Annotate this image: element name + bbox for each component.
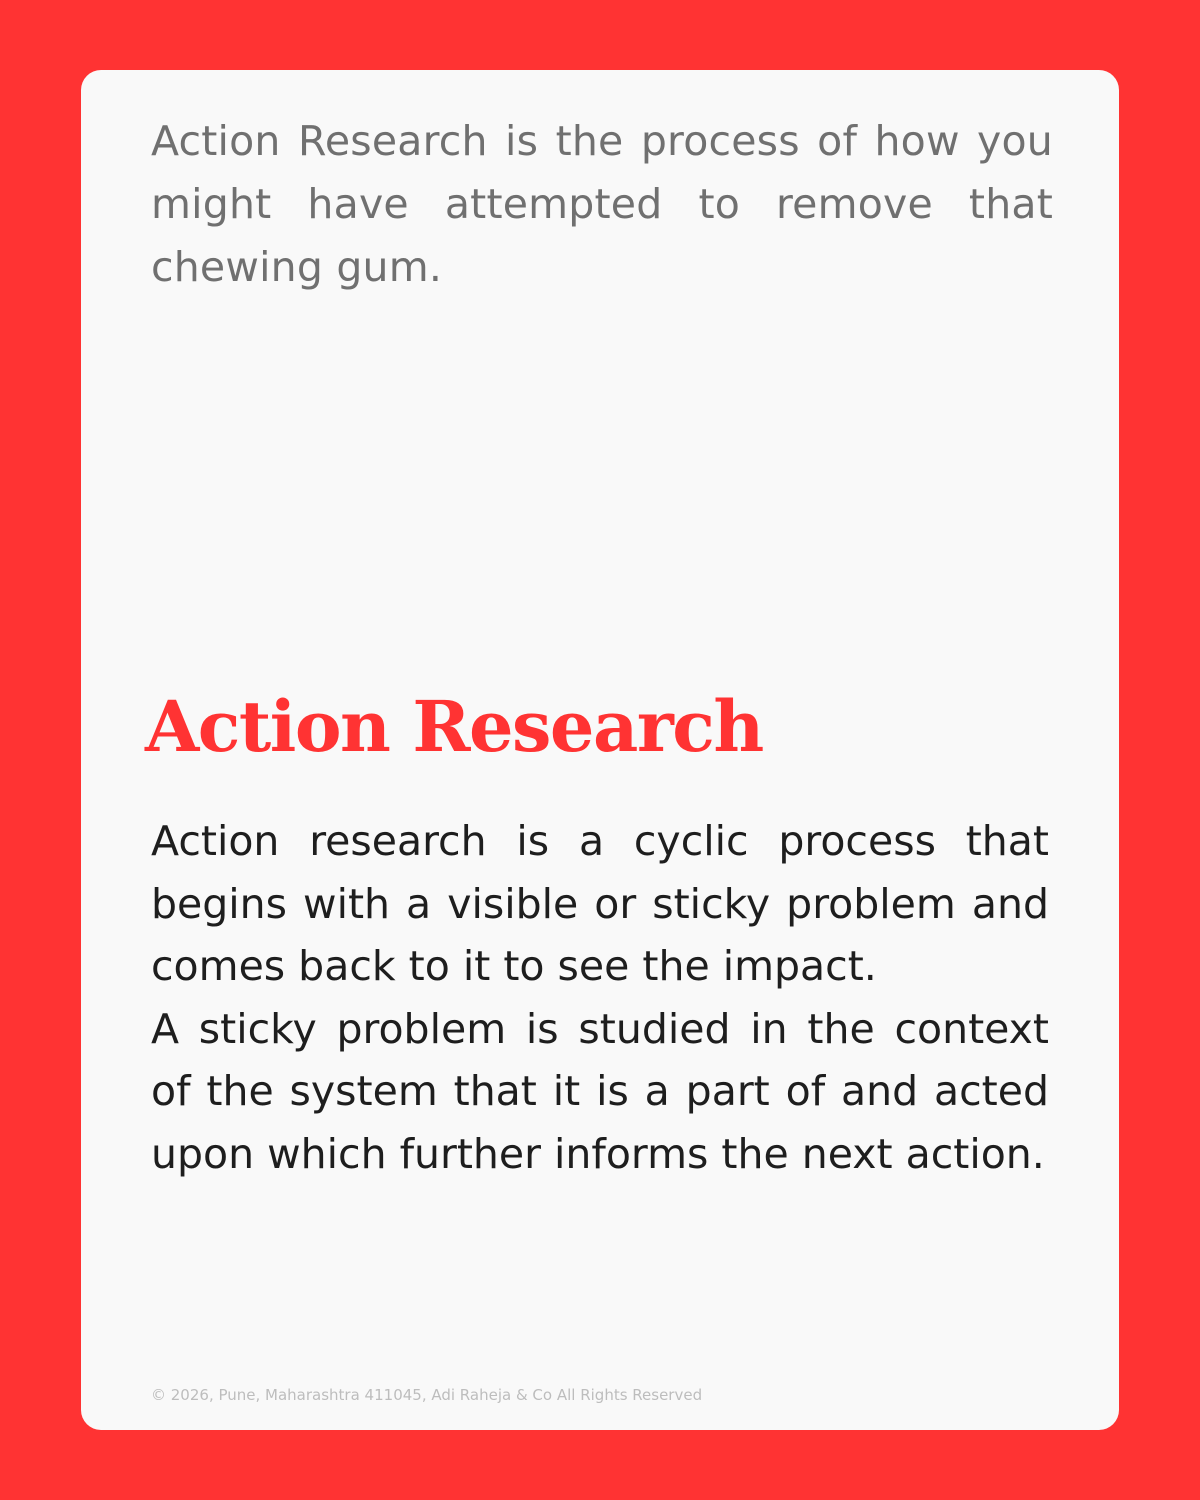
page-title: Action Research [145, 685, 763, 768]
body-text [151, 810, 1049, 1185]
intro-text: Action Research is the process of how you might have attempted to remove that chewing gum. [151, 117, 1053, 291]
body-paragraph-1: Action research is a cyclic process that begins with a visible or sticky problem and comes back to it to see the impact. [151, 817, 1049, 990]
content-card [81, 70, 1119, 1430]
copyright-footer: © 2026, Pune, Maharashtra 411045, Adi Raheja & Co All Rights Reserved [151, 1386, 703, 1404]
body-paragraph-2: A sticky problem is studied in the context of the system that it is a part of and acted upon which further informs the next action. [151, 1004, 1049, 1178]
